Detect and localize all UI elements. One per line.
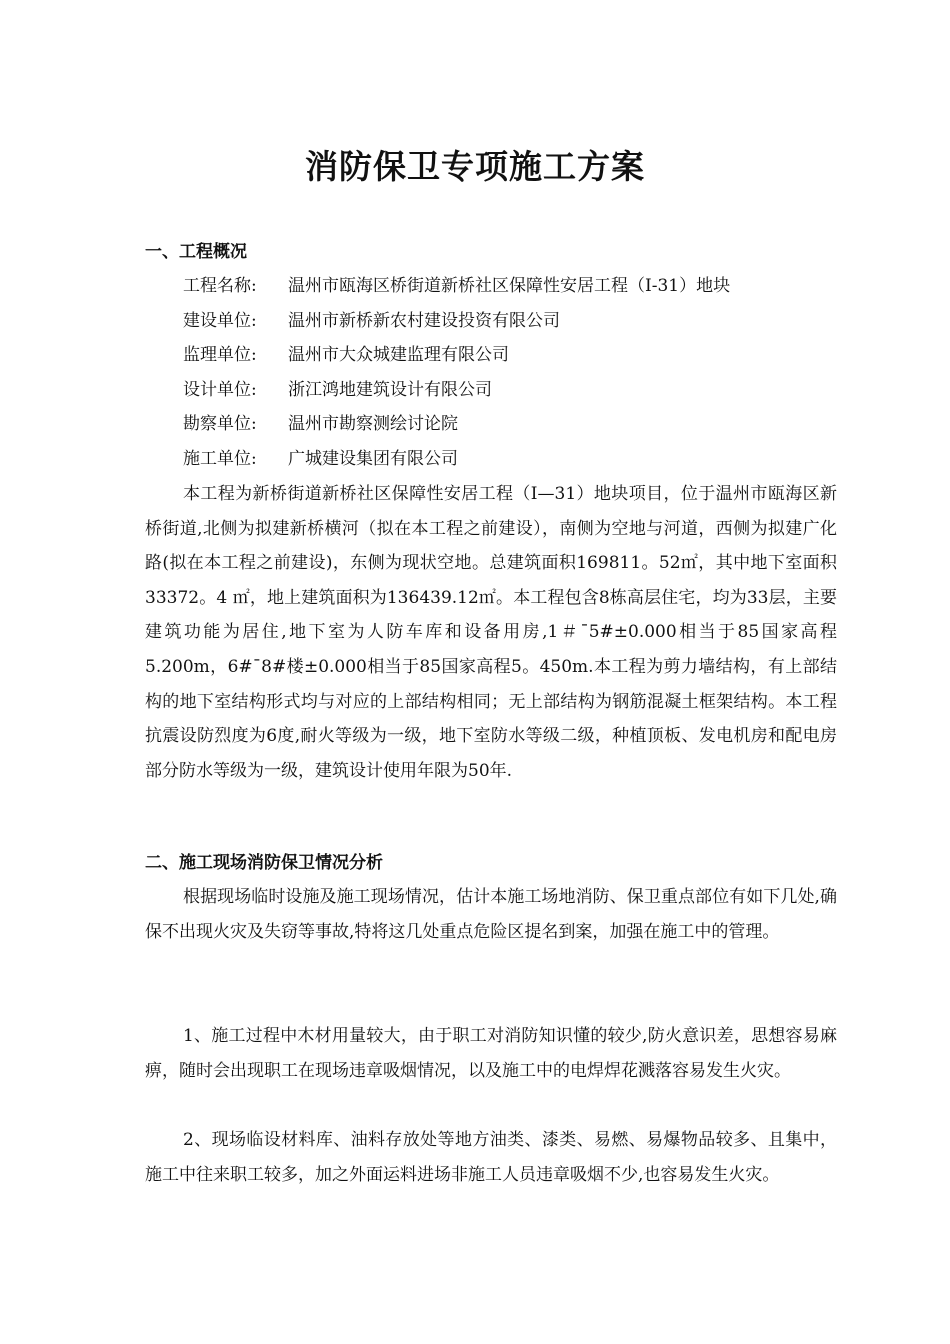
info-label: 施工单位: — [183, 448, 257, 469]
section-heading-analysis: 二、施工现场消防保卫情况分析 — [145, 853, 383, 873]
info-value: 浙江鸿地建筑设计有限公司 — [288, 379, 492, 400]
info-row-surveyor — [183, 407, 863, 442]
info-row-supervisor — [183, 338, 863, 373]
info-label: 监理单位: — [183, 345, 257, 366]
project-info-list — [183, 269, 863, 477]
overview-paragraph: 本工程为新桥街道新桥社区保障性安居工程（I—31）地块项目，位于温州市瓯海区新桥街道,北侧为拟建新桥横河（拟在本工程之前建设），南侧为空地与河道，西侧为拟建广化路(拟在本工程之前建设)，东侧为现状空地。总建筑面积169811。52㎡，其中地下室面积33372。4 ㎡，地上建筑面积为136439.12㎡。本工程包含8栋高层住宅，均为33层，主要建筑功能为居住,地下室为人防车库和设备用房,1＃¯5#±0.000相当于85国家高程5.200m，6#¯8#楼±0.000相当于85国家高程5。450m.本工程为剪力墙结构，有上部结构的地下室结构形式均与对应的上部结构相同；无上部结构为钢筋混凝土框架结构。本工程抗震设防烈度为6度,耐火等级为一级，地下室防水等级二级，种植顶板、发电机房和配电房部分防水等级为一级，建筑设计使用年限为50年. — [145, 484, 837, 781]
section-heading-overview: 一、工程概况 — [145, 242, 247, 262]
info-label: 设计单位: — [183, 379, 257, 400]
info-value: 温州市大众城建监理有限公司 — [288, 345, 509, 366]
info-row-contractor — [183, 442, 863, 477]
info-label: 工程名称: — [183, 276, 257, 296]
info-label: 建设单位: — [183, 310, 257, 331]
info-value: 广城建设集团有限公司 — [288, 448, 458, 469]
info-row-designer — [183, 373, 863, 408]
info-row-project-name — [183, 269, 863, 304]
analysis-paragraph: 1、施工过程中木材用量较大，由于职工对消防知识懂的较少,防火意识差，思想容易麻痹，随时会出现职工在现场违章吸烟情况，以及施工中的电焊焊花溅落容易发生火灾。 — [145, 1026, 837, 1081]
document-title: 消防保卫专项施工方案 — [305, 147, 645, 186]
analysis-paragraph: 根据现场临时设施及施工现场情况，估计本施工场地消防、保卫重点部位有如下几处,确保不出现火灾及失窃等事故,特将这几处重点危险区提名到案，加强在施工中的管理。 — [145, 887, 837, 942]
info-value: 温州市勘察测绘讨论院 — [288, 414, 458, 435]
info-value: 温州市新桥新农村建设投资有限公司 — [288, 310, 560, 331]
info-row-developer — [183, 304, 863, 339]
info-value: 温州市瓯海区桥街道新桥社区保障性安居工程（I-31）地块 — [288, 276, 731, 296]
info-label: 勘察单位: — [183, 414, 257, 435]
analysis-paragraph: 2、现场临设材料库、油料存放处等地方油类、漆类、易燃、易爆物品较多、且集中，施工中往来职工较多，加之外面运料进场非施工人员违章吸烟不少,也容易发生火灾。 — [145, 1130, 837, 1185]
